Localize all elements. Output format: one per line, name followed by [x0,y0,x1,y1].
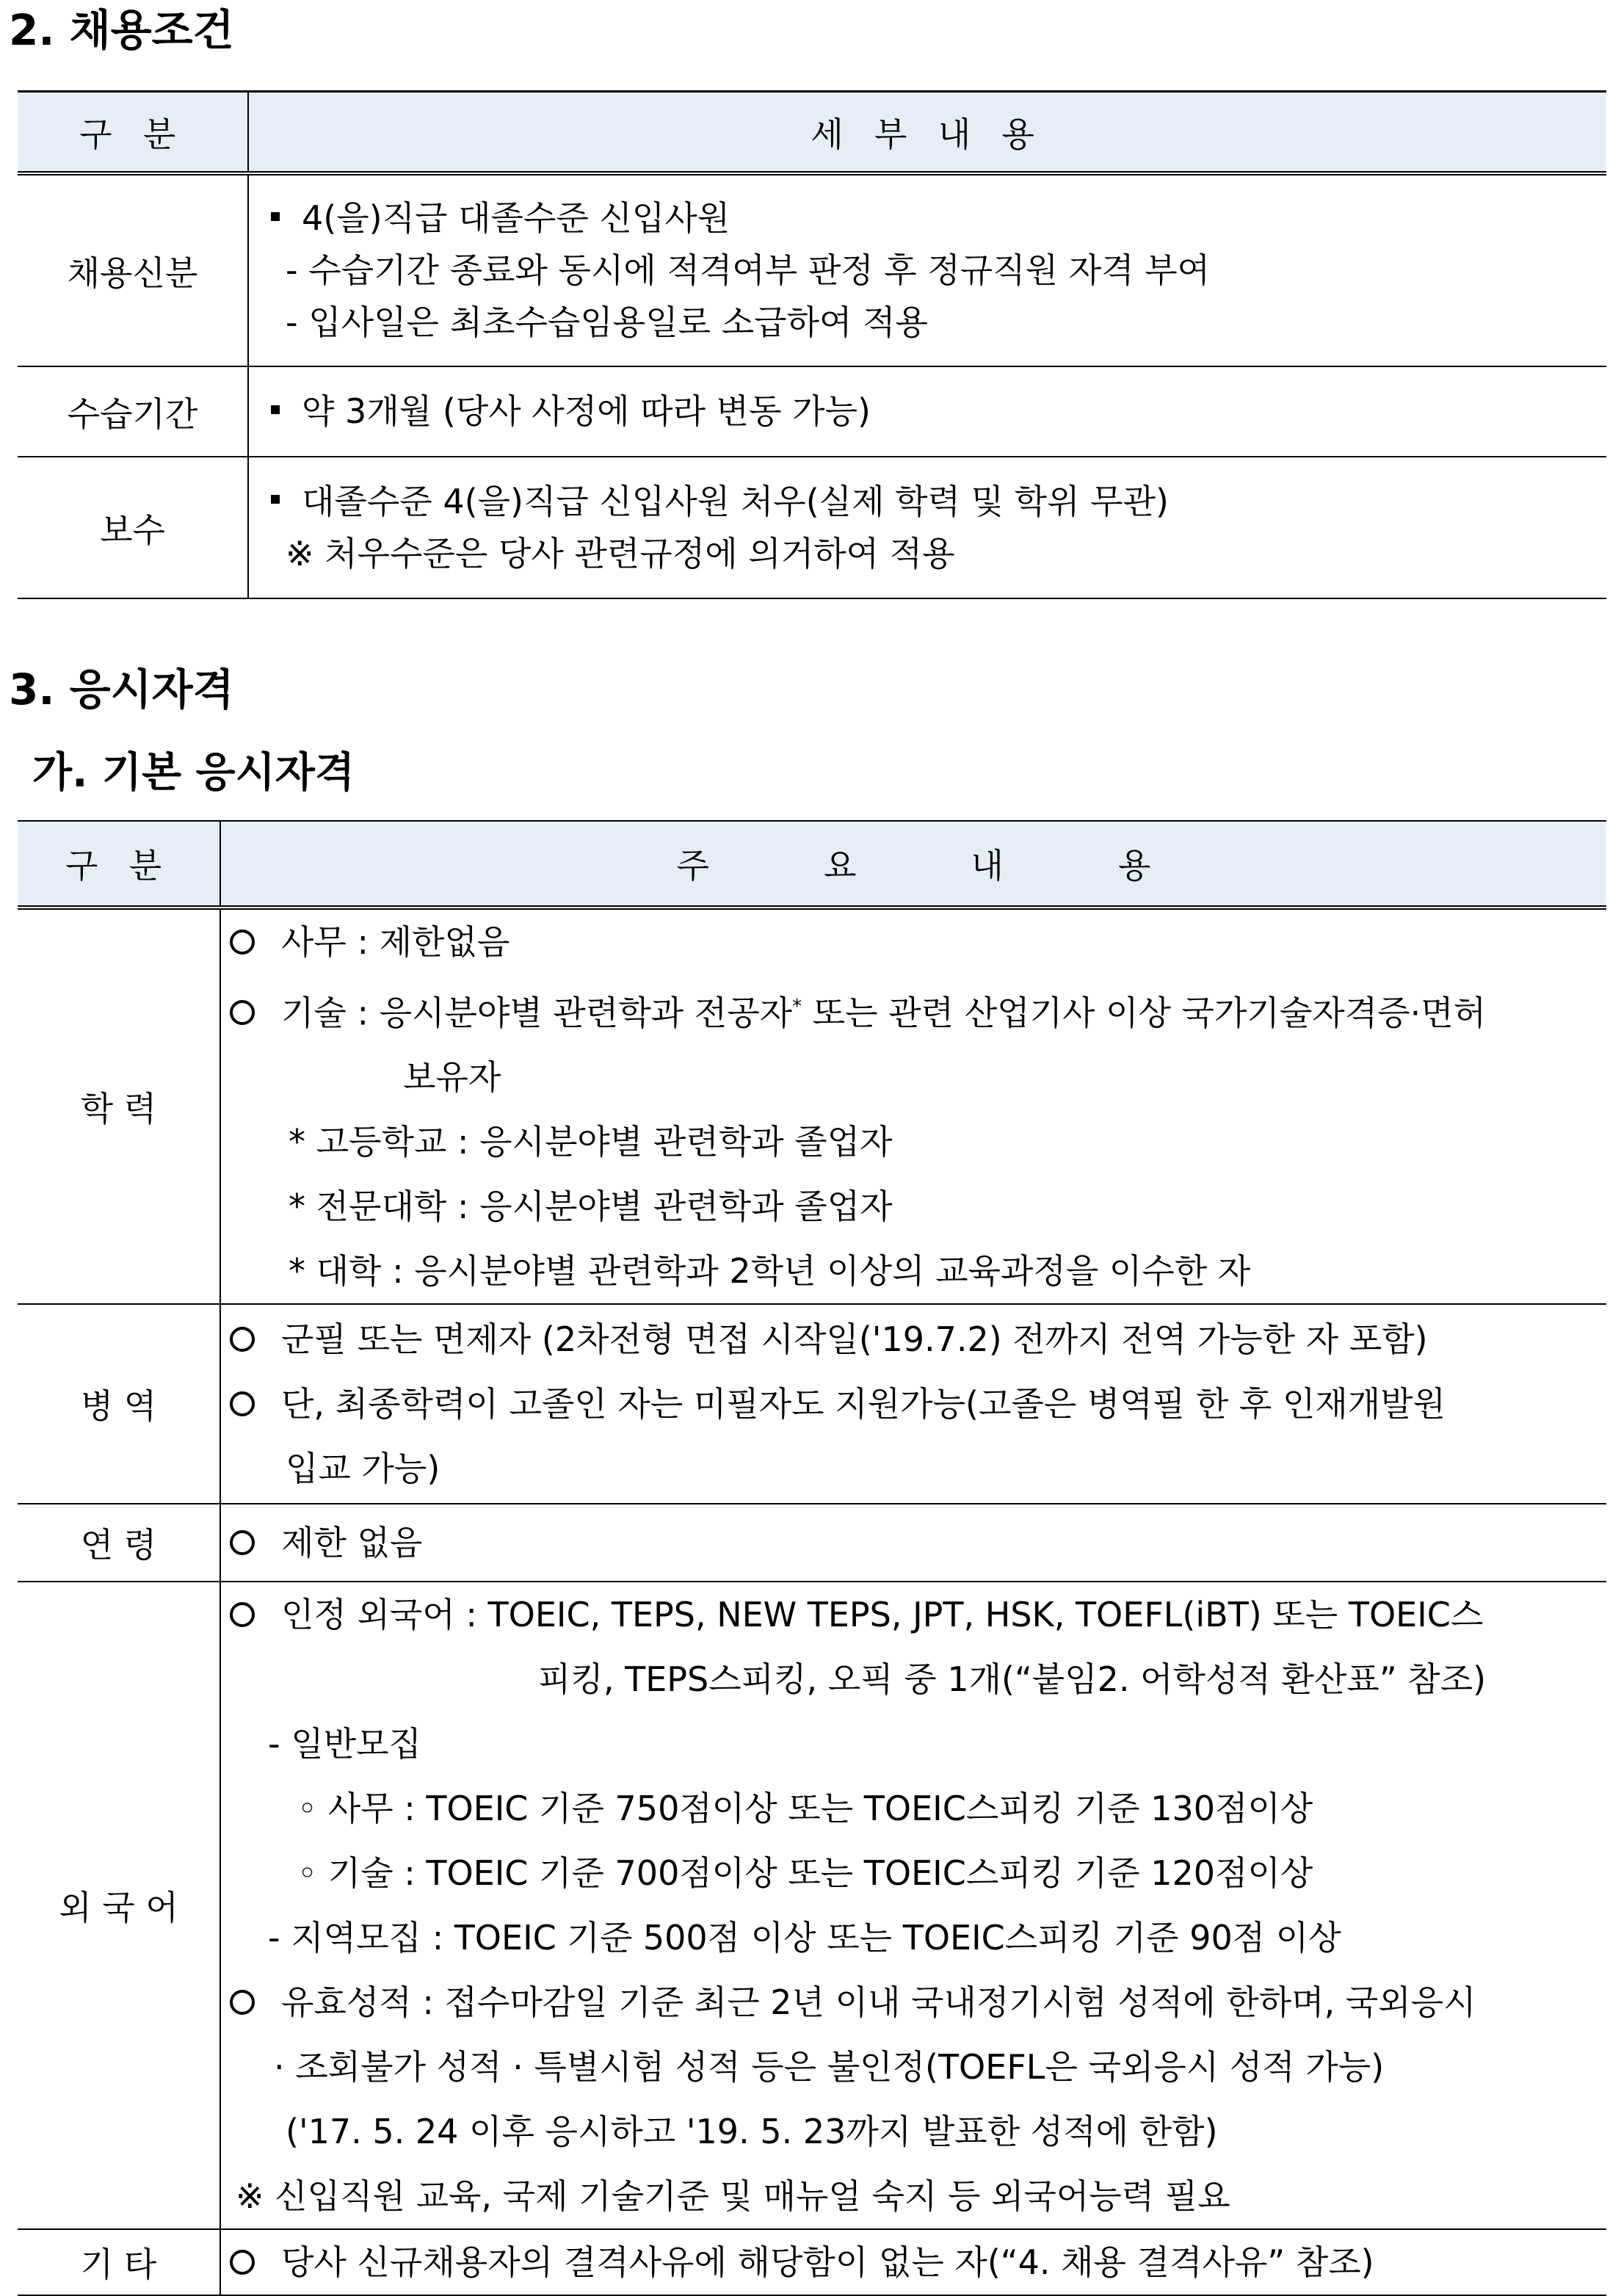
row-content: 4(을)직급 대졸수준 신입사원 - 수습기간 종료와 동시에 적격여부 판정 후 정규직원 자격 부여 - 입사일은 최초수습임용일로 소급하여 적용 [248,173,1606,366]
row-content: 대졸수준 4(을)직급 신입사원 처우(실제 학력 및 학위 무관) ※ 처우수준은 당사 관련규정에 의거하여 적용 [248,457,1606,598]
bullet-circle-icon [230,1990,255,2015]
qualification-table [18,820,1606,2296]
table-row [18,457,1606,598]
bullet-circle-icon [230,1327,255,1352]
row-label: 병 역 [18,1304,220,1504]
table-row [18,366,1606,457]
employment-conditions-table [18,90,1606,599]
table-row [18,2229,1606,2295]
bullet-circle-icon [230,1391,255,1416]
table-header-row [18,92,1606,174]
row-label: 기 타 [18,2229,220,2295]
row-label: 채용신분 [18,173,248,366]
column-header-category: 구 분 [18,92,248,174]
table-header-row [18,821,1606,908]
section-subtitle: 가. 기본 응시자격 [32,749,355,797]
bullet-square-icon [271,495,280,504]
column-header-main-content: 주 요 내 용 [220,821,1606,908]
section-title-qualification: 3. 응시자격 [9,664,234,714]
table-row [18,908,1606,1304]
bullet-circle-icon [230,1602,255,1627]
bullet-circle-icon [230,2250,255,2275]
table-row [18,1504,1606,1582]
row-label: 외 국 어 [18,1582,220,2229]
row-content: 인정 외국어 : TOEIC, TEPS, NEW TEPS, JPT, HSK, TOEFL(iBT) 또는 TOEIC스 피킹, TEPS스피킹, 오픽 중 1개(“붙임2. 어학성적 환산표” 참조) - 일반모집 ◦ 사무 : TOEIC 기준 750점이상 또는 TOEIC스피킹 기준 130점이상 ◦ 기술 : TOEIC 기준 700점이상 또는 TOEIC스피킹 기준 120점이상 - 지역모집 : TOEIC 기준 500점 이상 또는 TOEIC스피킹 기준 90점 이상 유효성적 : 접수마감일 기준 최근 2년 이내 국내정기시험 성적에 한하며, 국외응시 · 조회불가 성적 · 특별시험 성적 등은 불인정(TOEFL은 국외응시 성적 가능) ('17. 5. 24 이후 응시하고 '19. 5. 23까지 발표한 성적에 한함) ※ 신입직원 교육, 국제 기술기준 및 매뉴얼 숙지 등 외국어능력 필요 [220,1582,1606,2229]
bullet-square-icon [271,212,280,221]
bullet-square-icon [271,405,280,414]
row-content: 사무 : 제한없음 기술 : 응시분야별 관련학과 전공자* 또는 관련 산업기사 이상 국가기술자격증·면허 보유자 * 고등학교 : 응시분야별 관련학과 졸업자 * 전문대학 : 응시분야별 관련학과 졸업자 * 대학 : 응시분야별 관련학과 2학년 이상의 교육과정을 이수한 자 [220,908,1606,1304]
table-row [18,173,1606,366]
row-content: 제한 없음 [220,1504,1606,1582]
section-title-employment: 2. 채용조건 [9,5,234,55]
row-label: 보수 [18,457,248,598]
bullet-circle-icon [230,930,255,955]
table-row [18,1304,1606,1504]
row-label: 연 령 [18,1504,220,1582]
column-header-category: 구 분 [18,821,220,908]
bullet-circle-icon [230,1530,255,1555]
table-row [18,1582,1606,2229]
bullet-circle-icon [230,1000,255,1025]
column-header-details: 세 부 내 용 [248,92,1606,174]
row-content: 군필 또는 면제자 (2차전형 면접 시작일('19.7.2) 전까지 전역 가능한 자 포함) 단, 최종학력이 고졸인 자는 미필자도 지원가능(고졸은 병역필 한 후 인재개발원 입교 가능) [220,1304,1606,1504]
row-label: 학 력 [18,908,220,1304]
row-label: 수습기간 [18,366,248,457]
row-content: 당사 신규채용자의 결격사유에 해당함이 없는 자(“4. 채용 결격사유” 참조) [220,2229,1606,2295]
row-content: 약 3개월 (당사 사정에 따라 변동 가능) [248,366,1606,457]
